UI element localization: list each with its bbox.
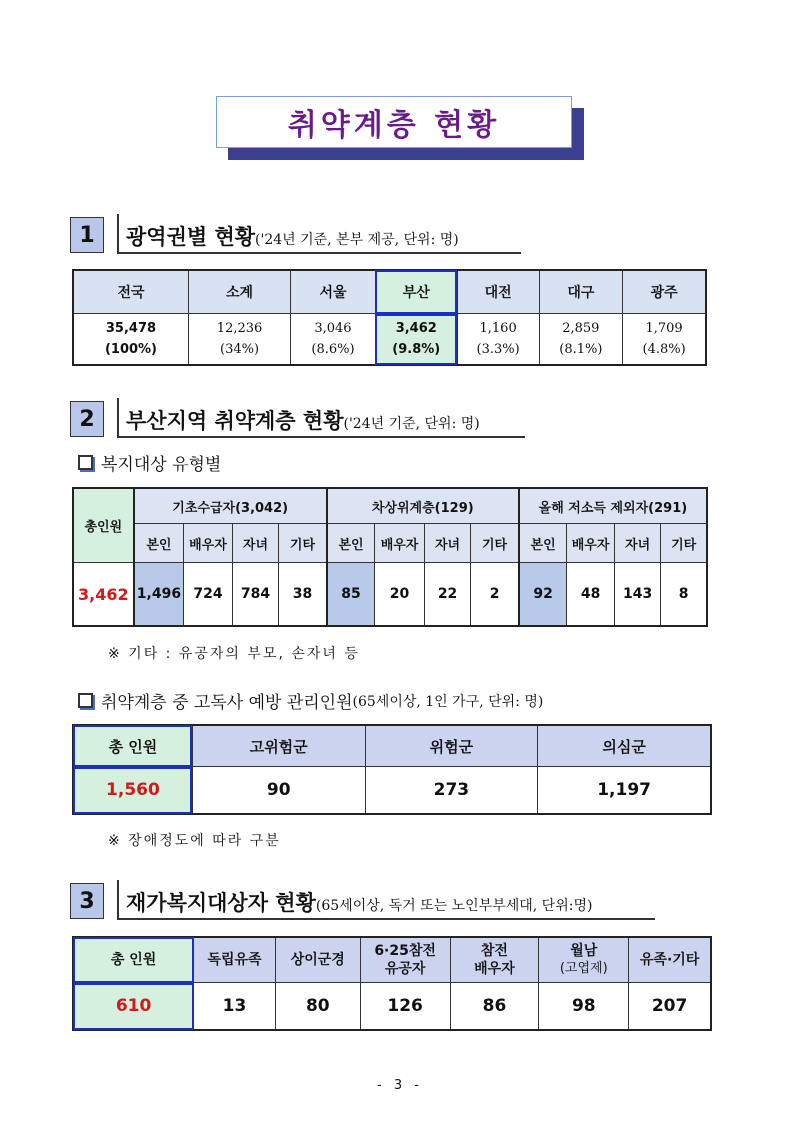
category-value: 98 — [539, 983, 629, 1031]
col-header: 기타 — [471, 524, 519, 563]
value-cell: 784 — [232, 563, 279, 627]
group-header: 기초수급자(3,042) — [134, 488, 327, 524]
category-value: 80 — [275, 983, 360, 1031]
section-3-number: 3 — [70, 883, 104, 919]
checkbox-square-icon — [78, 455, 93, 470]
group-header: 올해 저소득 제외자(291) — [519, 488, 707, 524]
note-other: ※ 기타 : 유공자의 부모, 손자녀 등 — [108, 646, 360, 662]
col-header: 기타 — [279, 524, 327, 563]
value-cell: 92 — [519, 563, 567, 627]
risk-value: 1,197 — [538, 767, 711, 815]
total-header: 총 인원 — [73, 937, 194, 983]
value-cell: 1,496 — [134, 563, 184, 627]
note-disability: ※ 장애정도에 따라 구분 — [108, 833, 281, 849]
region-header: 전국 — [73, 270, 188, 314]
subheading-lonely-death: 취약계층 중 고독사 예방 관리인원 (65세이상, 1인 가구, 단위: 명) — [78, 688, 543, 713]
col-header: 자녀 — [232, 524, 279, 563]
category-value: 13 — [194, 983, 276, 1031]
col-header: 자녀 — [424, 524, 471, 563]
value-cell: 38 — [279, 563, 327, 627]
total-header: 총 인원 — [73, 725, 192, 767]
region-header: 서울 — [291, 270, 376, 314]
region-header-busan: 부산 — [375, 270, 457, 314]
col-header: 배우자 — [184, 524, 233, 563]
value-cell: 143 — [614, 563, 661, 627]
home-welfare-table — [72, 936, 712, 1031]
risk-value: 90 — [192, 767, 365, 815]
value-cell: 2 — [471, 563, 519, 627]
col-header: 본인 — [134, 524, 184, 563]
group-header: 차상위계층(129) — [327, 488, 519, 524]
col-header: 배우자 — [375, 524, 425, 563]
category-value: 126 — [360, 983, 450, 1031]
region-cell: 35,478 (100%) — [73, 314, 188, 366]
category-header: 월남 (고엽제) — [539, 937, 629, 983]
value-cell: 724 — [184, 563, 233, 627]
category-value: 86 — [450, 983, 539, 1031]
region-header: 광주 — [623, 270, 706, 314]
total-value: 3,462 — [73, 563, 134, 627]
region-cell: 3,046 (8.6%) — [291, 314, 376, 366]
welfare-type-table — [72, 487, 708, 627]
category-value: 207 — [629, 983, 711, 1031]
page-number: - 3 - — [377, 1078, 423, 1093]
category-header: 참전 배우자 — [450, 937, 539, 983]
section-3-underline — [117, 918, 655, 920]
category-header: 유족·기타 — [629, 937, 711, 983]
region-table — [72, 269, 707, 366]
category-header: 6·25참전 유공자 — [360, 937, 450, 983]
region-cell: 12,236 (34%) — [188, 314, 290, 366]
region-header: 소계 — [188, 270, 290, 314]
section-3-divider — [117, 880, 119, 920]
value-cell: 8 — [661, 563, 707, 627]
section-3-subtitle: (65세이상, 독거 또는 노인부부세대, 단위:명) — [315, 898, 593, 914]
risk-header: 고위험군 — [192, 725, 365, 767]
subheading-welfare-type: 복지대상 유형별 — [78, 450, 221, 475]
risk-value: 273 — [365, 767, 538, 815]
total-value: 1,560 — [73, 767, 192, 815]
region-header: 대구 — [539, 270, 623, 314]
section-2-number: 2 — [70, 401, 104, 437]
region-cell: 1,160 (3.3%) — [457, 314, 539, 366]
section-1-title: 광역권별 현황('24년 기준, 본부 제공, 단위: 명) — [126, 225, 459, 249]
value-cell: 20 — [375, 563, 425, 627]
region-cell: 1,709 (4.8%) — [623, 314, 706, 366]
category-header: 상이군경 — [275, 937, 360, 983]
section-2-divider — [117, 398, 119, 438]
category-header: 독립유족 — [194, 937, 276, 983]
total-value: 610 — [73, 983, 194, 1031]
value-cell: 48 — [567, 563, 615, 627]
region-header: 대전 — [457, 270, 539, 314]
region-cell-busan: 3,462 (9.8%) — [375, 314, 457, 366]
page-title: 취약계층 현황 — [216, 96, 572, 148]
col-header: 자녀 — [614, 524, 661, 563]
section-1-number: 1 — [70, 217, 104, 253]
checkbox-square-icon — [78, 693, 93, 708]
total-label: 총인원 — [73, 488, 134, 563]
region-cell: 2,859 (8.1%) — [539, 314, 623, 366]
section-3-title: 재가복지대상자 현황(65세이상, 독거 또는 노인부부세대, 단위:명) — [126, 891, 593, 915]
risk-header: 의심군 — [538, 725, 711, 767]
section-2-subtitle: ('24년 기준, 단위: 명) — [343, 416, 480, 432]
col-header: 배우자 — [567, 524, 615, 563]
section-2-title: 부산지역 취약계층 현황('24년 기준, 단위: 명) — [126, 409, 480, 433]
col-header: 본인 — [327, 524, 375, 563]
section-1-divider — [117, 214, 119, 254]
lonely-death-table — [72, 724, 712, 815]
col-header: 기타 — [661, 524, 707, 563]
section-1-subtitle: ('24년 기준, 본부 제공, 단위: 명) — [255, 232, 459, 248]
value-cell: 85 — [327, 563, 375, 627]
col-header: 본인 — [519, 524, 567, 563]
value-cell: 22 — [424, 563, 471, 627]
risk-header: 위험군 — [365, 725, 538, 767]
section-2-underline — [117, 436, 525, 438]
section-1-underline — [117, 252, 521, 254]
